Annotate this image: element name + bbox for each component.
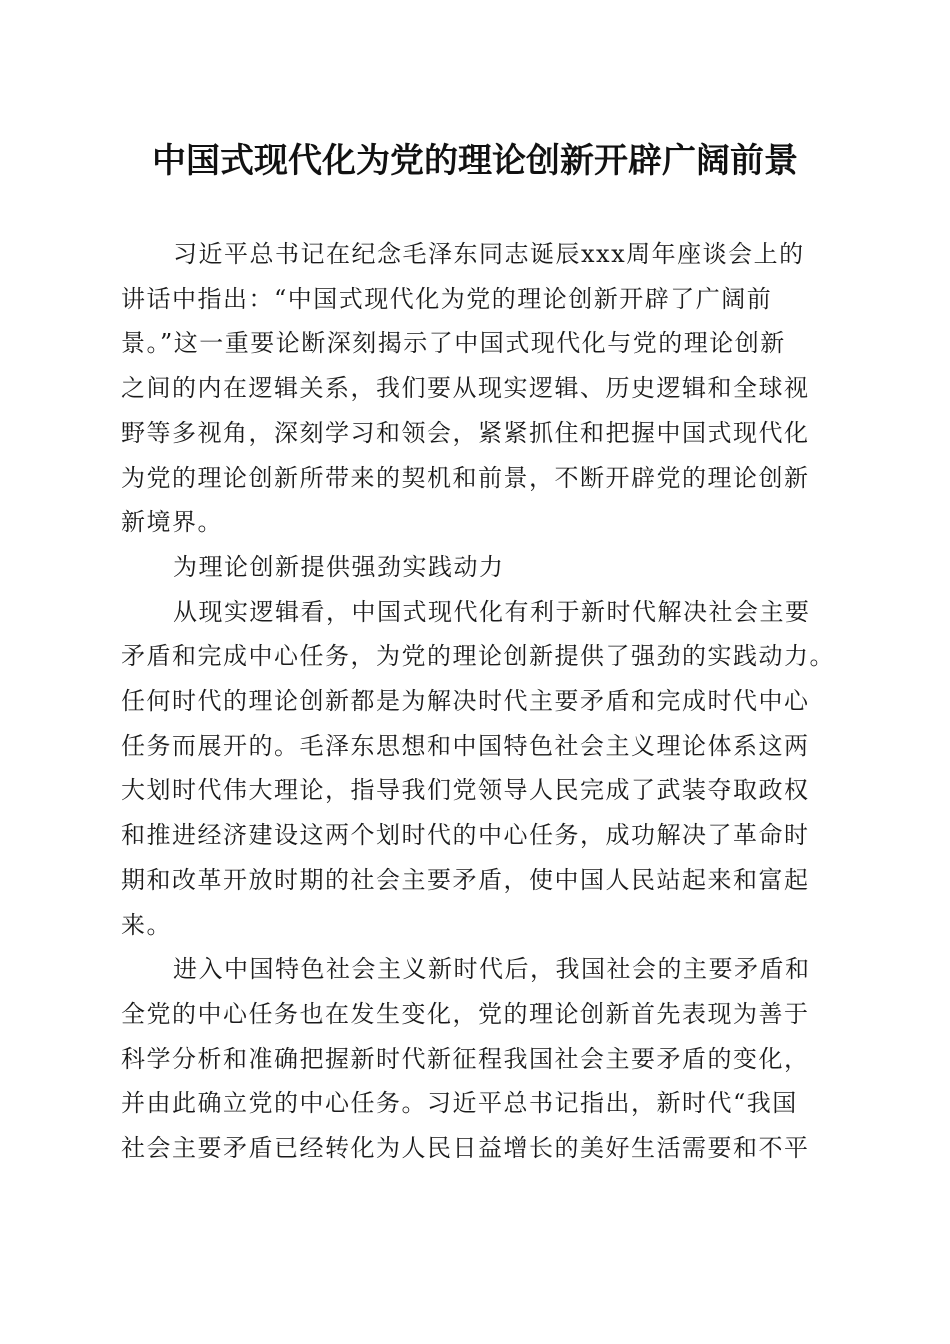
paragraph-new-era (121, 947, 829, 1171)
paragraph-intro (121, 232, 829, 545)
text-line: 为党的理论创新所带来的契机和前景，不断开辟党的理论创新 (121, 463, 810, 492)
text-line: 新境界。 (121, 508, 223, 537)
text-line: 讲话中指出：“中国式现代化为党的理论创新开辟了广阔前 (121, 284, 773, 313)
text-line: 期和改革开放时期的社会主要矛盾，使中国人民站起来和富起 (121, 865, 810, 894)
paragraph-practice (121, 590, 835, 948)
text-line: 为理论创新提供强劲实践动力 (173, 552, 505, 581)
text-line: 之间的内在逻辑关系，我们要从现实逻辑、历史逻辑和全球视 (121, 374, 810, 403)
text-line: 任何时代的理论创新都是为解决时代主要矛盾和完成时代中心 (121, 687, 810, 716)
text-line: 野等多视角，深刻学习和领会，紧紧抓住和把握中国式现代化 (121, 418, 810, 447)
text-line: 景。”这一重要论断深刻揭示了中国式现代化与党的理论创新 (121, 329, 786, 358)
text-line: 进入中国特色社会主义新时代后，我国社会的主要矛盾和 (173, 955, 811, 984)
text-line: 并由此确立党的中心任务。习近平总书记指出，新时代“我国 (121, 1089, 798, 1118)
document-body (121, 232, 835, 1171)
document-title: 中国式现代化为党的理论创新开辟广阔前景 (152, 141, 798, 181)
text-line: 习近平总书记在纪念毛泽东同志诞辰xxx周年座谈会上的 (173, 240, 805, 268)
text-line: 来。 (121, 910, 172, 939)
text-line: 从现实逻辑看，中国式现代化有利于新时代解决社会主要 (173, 597, 811, 626)
text-line: 社会主要矛盾已经转化为人民日益增长的美好生活需要和不平 (121, 1134, 810, 1163)
text-line: 大划时代伟大理论，指导我们党领导人民完成了武装夺取政权 (121, 776, 810, 805)
text-line: 科学分析和准确把握新时代新征程我国社会主要矛盾的变化， (121, 1044, 810, 1073)
text-line: 任务而展开的。毛泽东思想和中国特色社会主义理论体系这两 (121, 731, 810, 760)
text-line: 矛盾和完成中心任务，为党的理论创新提供了强劲的实践动力。 (121, 642, 835, 671)
text-line: 和推进经济建设这两个划时代的中心任务，成功解决了革命时 (121, 821, 810, 850)
text-line: 全党的中心任务也在发生变化，党的理论创新首先表现为善于 (121, 999, 810, 1028)
section-heading (121, 545, 829, 590)
